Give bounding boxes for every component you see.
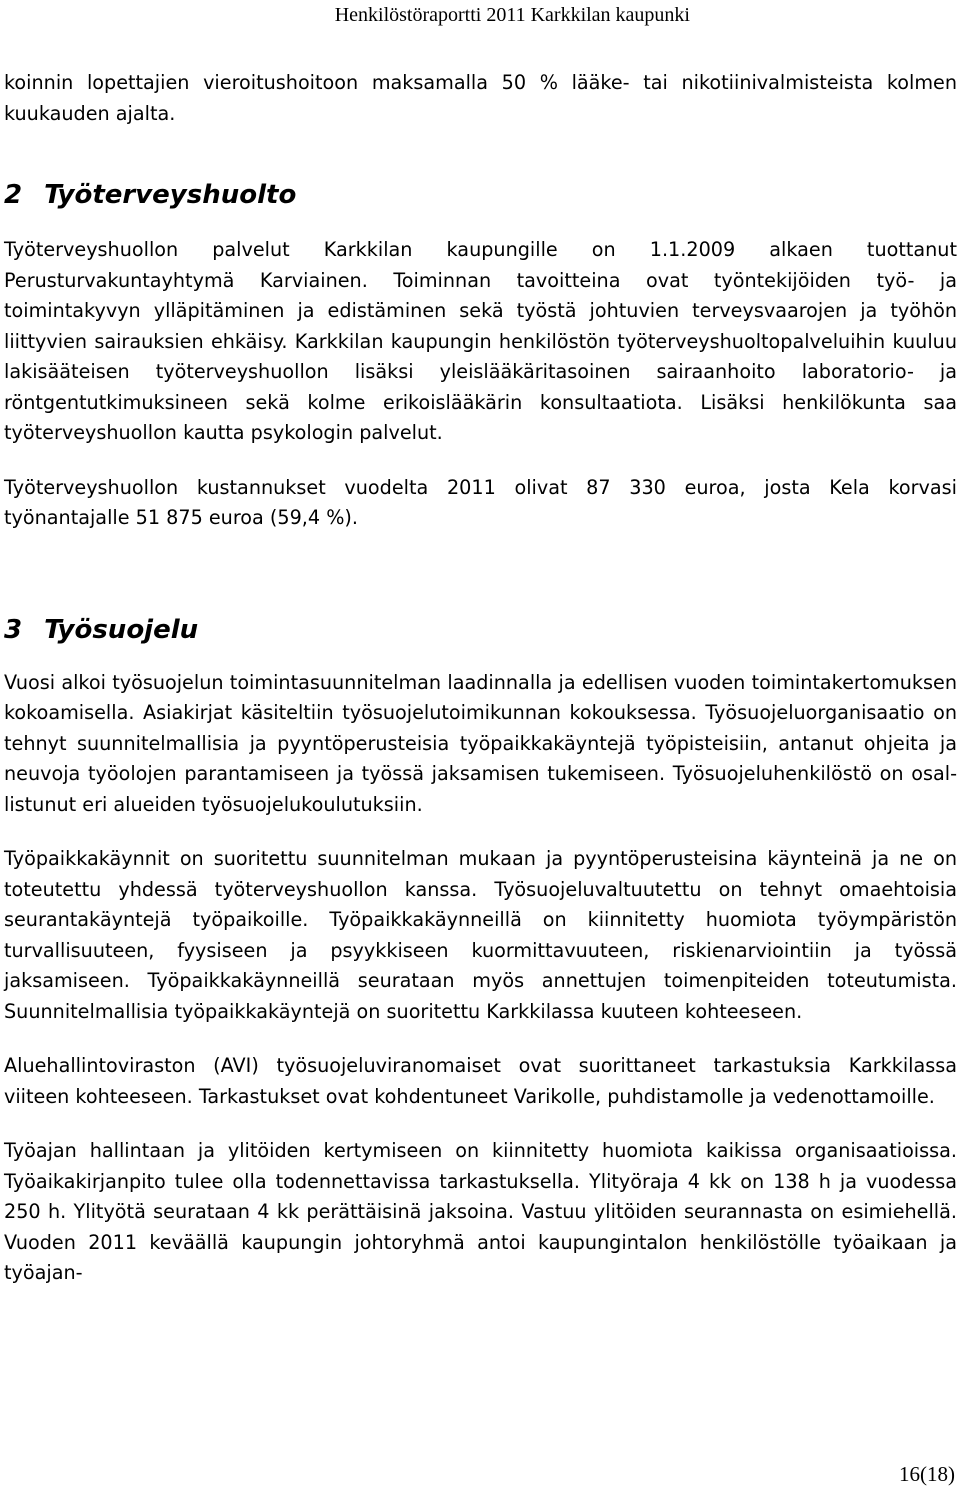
section-heading-3 xyxy=(4,614,957,646)
section-number: 3 xyxy=(4,614,23,645)
running-header: Henkilöstöraportti 2011 Karkkilan kaupunki xyxy=(334,4,690,26)
paragraph: Vuosi alkoi työsuojelun toimintasuunnitelman laadinnalla ja edellisen vuoden toimintakertomuksen kokoamisella. Asiakirjat käsiteltiin työsuojelutoimikunnan kokouksessa. Työsuojeluorganisaatio on tehnyt suunnitelmallisia ja pyyntöperusteisia työpaikkakäyntejä työpisteisiin, antanut ohjeita ja neuvoja työolojen parantamiseen ja työssä jaksamisen tukemiseen. Työsuojeluhenkilöstö on osallistunut eri alueiden työsuojelukoulutuksiin. xyxy=(4,670,957,816)
section-number: 2 xyxy=(4,180,23,210)
paragraph: Työterveyshuollon kustannukset vuodelta 2011 olivat 87 330 euroa, josta Kela korvasi työnantajalle 51 875 euroa (59,4 %). xyxy=(4,475,957,529)
section-title: Työterveyshuolto xyxy=(44,180,297,210)
document-body xyxy=(4,62,957,1289)
paragraph: Aluehallintoviraston (AVI) työsuojeluviranomaiset ovat suorittaneet tarkastuksia Karkkilassa viiteen kohteeseen. Tarkastukset ovat kohdentuneet Varikolle, puhdistamolle ja vedenottamoille. xyxy=(4,1054,957,1108)
page-number: 16(18) xyxy=(899,1462,955,1486)
intro-paragraph: koinnin lopettajien vieroitushoitoon maksamalla 50 % lääke- tai nikotiinivalmisteista kolmen kuukauden ajalta. xyxy=(4,71,957,125)
paragraph: Työajan hallintaan ja ylitöiden kertymiseen on kiinnitetty huomiota kaikissa organisaatioissa. Työaikakirjanpito tulee olla todennettavissa tarkastuksella. Ylityöraja 4 kk on 138 h ja vuodessa 250 h. Ylityötä seurataan 4 kk perättäisinä jaksoina. Vastuu ylitöiden seurannasta on esimiehellä. Vuoden 2011 keväällä kaupungin johtoryhmä antoi kaupungintalon henkilöstölle työaikaan ja työajan- xyxy=(4,1139,957,1284)
section-heading-2 xyxy=(4,179,957,211)
paragraph: Työpaikkakäynnit on suoritettu suunnitelman mukaan ja pyyntöperusteisina käynteinä ja ne on toteutettu yhdessä työterveyshuollon kanssa. Työsuojeluvaltuutettu on tehnyt omaehtoisia seurantakäyntejä työpaikoille. Työpaikkakäynneillä on kiinnitetty huomiota työympäristön turvallisuuteen, fyysiseen ja psyykkiseen kuormittavuuteen, riskienarviointiin ja työssä jaksamiseen. Työpaikkakäynneillä seurataan myös annettujen toimenpiteiden toteutumista. Suunnitelmallisia työpaikkakäyntejä on suoritettu Karkkilassa kuuteen kohteeseen. xyxy=(4,847,957,1023)
paragraph: Työterveyshuollon palvelut Karkkilan kaupungille on 1.1.2009 alkaen tuottanut Perusturvakuntayhtymä Karviainen. Toiminnan tavoitteina ovat työntekijöiden työ- ja toimintakyvyn ylläpitäminen ja edistäminen sekä työstä johtuvien terveysvaarojen ja työhön liittyvien sairauksien ehkäisy. Karkkilan kaupungin henkilöstön työterveyshuoltopalveluihin kuuluu lakisääteisen työterveyshuollon lisäksi yleislääkäritasoinen sairaanhoito laboratorio- ja röntgentutkimuksineen sekä kolme erikoislääkärin konsultaatiota. Lisäksi henkilökunta saa työterveyshuollon kautta psykologin palvelut. xyxy=(4,238,957,444)
section-title: Työsuojelu xyxy=(44,614,199,645)
